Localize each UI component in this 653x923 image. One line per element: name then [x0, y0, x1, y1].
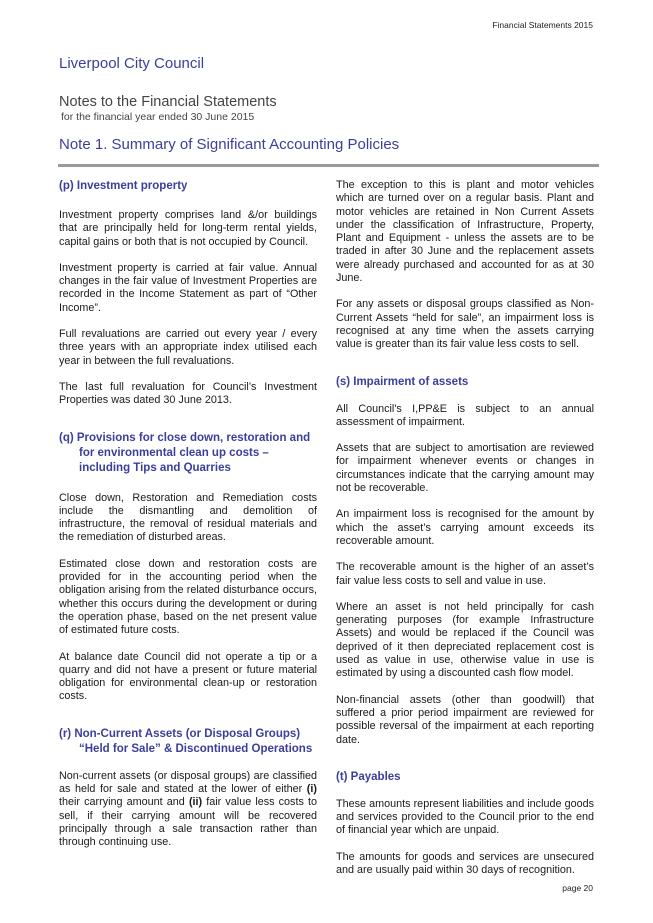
bold-marker: (i) [306, 783, 317, 796]
text-run: Non-current assets (or disposal groups) are classified as held for sale and stated at the lower of either [59, 769, 317, 796]
left-column [59, 179, 317, 850]
section-heading-t: (t) Payables [336, 770, 401, 783]
bold-marker: (ii) [188, 796, 203, 809]
paragraph [59, 770, 317, 850]
note-title: Note 1. Summary of Significant Accounting Policies [59, 136, 400, 153]
paragraph: Investment property is carried at fair value. Annual changes in the fair value of Investment Properties are recorded in the Income Statement as part of “Other Income”. [59, 261, 317, 314]
paragraph: Full revaluations are carried out every year / every three years with an appropriate index utilised each year in between the full revaluations. [59, 328, 317, 367]
paragraph: For any assets or disposal groups classified as Non-Current Assets “held for sale”, an impairment loss is recognised at any time when the assets carrying value is greater than its fair value less costs to sell. [336, 298, 594, 351]
right-column [336, 179, 594, 877]
page-number: page 20 [562, 883, 593, 893]
running-header: Financial Statements 2015 [492, 20, 593, 30]
section-heading-p: (p) Investment property [59, 180, 188, 192]
paragraph: The amounts for goods and services are unsecured and are usually paid within 30 days of recognition. [336, 850, 594, 876]
paragraph: Estimated close down and restoration costs are provided for in the accounting period when the obligation arising from the related disturbance occurs, whether this occurs during the development or during the operation phase, based on the net present value of estimated future costs. [59, 557, 317, 637]
section-heading-q: (q) Provisions for close down, restoration and for environmental clean up costs – including Tips and Quarries [59, 431, 311, 474]
notes-title: Notes to the Financial Statements [59, 94, 277, 110]
text-run: fair value less costs to sell, if their carrying amount will be recovered principally through a sale transaction rather than through continuing use. [59, 796, 317, 849]
paragraph: The last full revaluation for Council’s Investment Properties was dated 30 June 2013. [59, 380, 317, 407]
paragraph: The exception to this is plant and motor vehicles which are turned over on a regular basis. Plant and motor vehicles are retained in Non Current Assets under the classification of Infrastructure, Property, Plant and Equipment - unless the assets are to be traded in after 30 June and the replacement assets were already purchased and accounted for as at 30 June. [336, 179, 594, 285]
notes-subtitle: for the financial year ended 30 June 2015 [61, 111, 255, 123]
paragraph: Assets that are subject to amortisation are reviewed for impairment whenever events or changes in circumstances indicate that the carrying amount may not be recoverable. [336, 442, 594, 495]
paragraph: Non-financial assets (other than goodwill) that suffered a prior period impairment are reviewed for possible reversal of the impairment at each reporting date. [336, 693, 594, 746]
paragraph: These amounts represent liabilities and include goods and services provided to the Council prior to the end of financial year which are unpaid. [336, 797, 594, 837]
paragraph: Close down, Restoration and Remediation costs include the dismantling and demolition of infrastructure, the removal of residual materials and the remediation of disturbed areas. [59, 491, 317, 544]
section-heading-s: (s) Impairment of assets [336, 375, 469, 388]
paragraph: Investment property comprises land &/or buildings that are principally held for long-term rental yields, capital gains or both that is not occupied by Council. [59, 209, 317, 248]
council-name: Liverpool City Council [59, 55, 205, 72]
text-run: their carrying amount and [59, 796, 189, 809]
paragraph: Where an asset is not held principally for cash generating purposes (for example Infrastructure Assets) and would be replaced if the Council was deprived of it then depreciated replacement cost is used as value in use, otherwise value in use is estimated by using a discounted cash flow model. [336, 600, 594, 680]
paragraph: All Council's I,PP&E is subject to an annual assessment of impairment. [336, 402, 594, 428]
paragraph: The recoverable amount is the higher of an asset’s fair value less costs to sell and value in use. [336, 561, 594, 587]
paragraph: An impairment loss is recognised for the amount by which the asset’s carrying amount exceeds its recoverable amount. [336, 508, 594, 547]
section-heading-r: (r) Non-Current Assets (or Disposal Groups) “Held for Sale” & Discontinued Operations [59, 727, 313, 755]
header-divider [58, 164, 599, 167]
paragraph: At balance date Council did not operate a tip or a quarry and did not have a present or future material obligation for environmental clean-up or restoration costs. [59, 650, 317, 703]
